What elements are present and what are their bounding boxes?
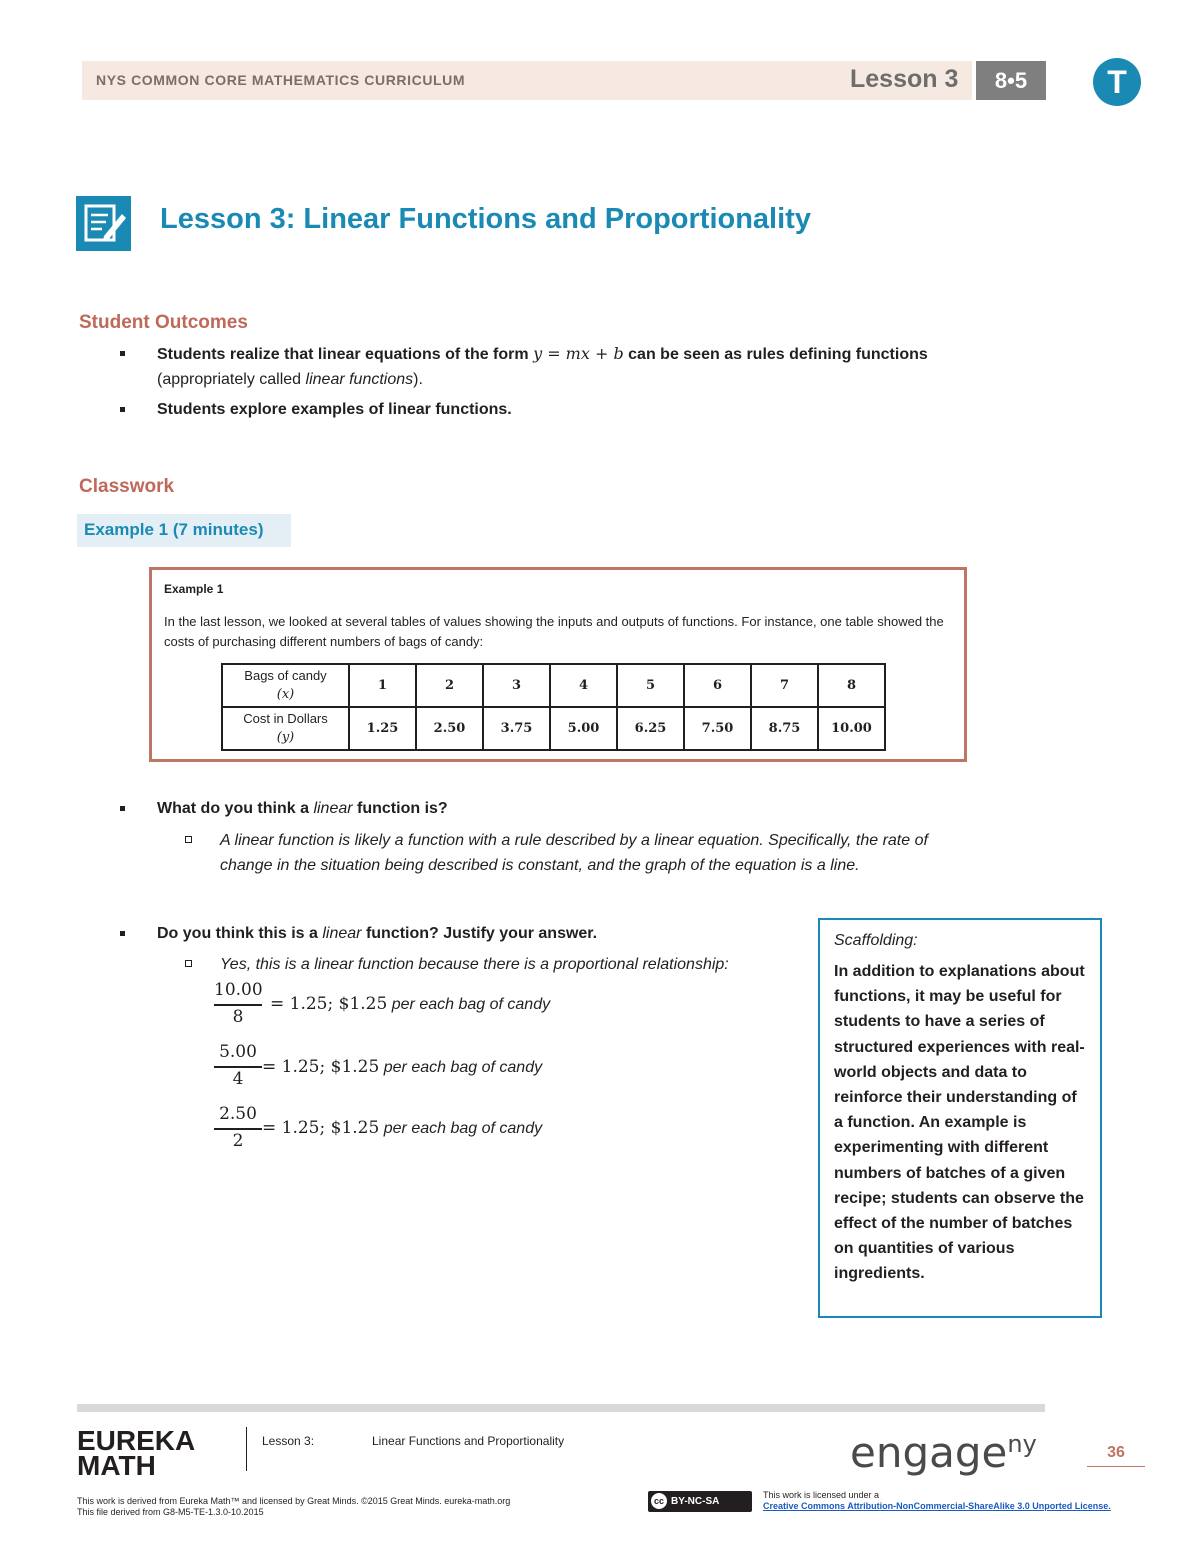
table-cell: 10.00	[818, 707, 885, 750]
teacher-badge: T	[1093, 58, 1141, 106]
footer-lesson-name: Linear Functions and Proportionality	[372, 1434, 565, 1448]
module-badge: 8•5	[976, 61, 1046, 100]
table-row	[222, 707, 885, 750]
fraction: 5.00 4	[214, 1042, 264, 1092]
fraction: 2.50 2	[214, 1104, 264, 1154]
page-title: Lesson 3: Linear Functions and Proportionality	[160, 203, 811, 235]
lesson-label: Lesson 3	[850, 65, 959, 93]
table-cell: 7	[751, 664, 818, 707]
equation-result: = 1.25; $1.25 per each bag of candy	[262, 1057, 543, 1077]
scaffolding-text: In addition to explanations about functions, it may be useful for students to have a series of structured experiences with real-world objects and data to reinforce their understanding of a function. An example is experimenting with different numbers of batches of a given recipe; students can observe the effect of the number of batches on quantities of various ingredients.	[834, 963, 1085, 1283]
fraction: 10.00 8	[214, 980, 263, 1027]
table-row	[222, 664, 885, 707]
bullet-marker	[120, 806, 125, 811]
table-cell: 2.50	[416, 707, 483, 750]
cc-license-badge: cc BY-NC-SA	[648, 1491, 752, 1512]
page-number: 36	[1087, 1444, 1145, 1467]
example-label: Example 1 (7 minutes)	[77, 514, 291, 547]
candy-cost-table	[221, 663, 886, 751]
engageny-logo: engage$^{ny}$	[850, 1428, 1037, 1477]
bullet-marker	[120, 351, 125, 356]
answer-1: A linear function is likely a function with a rule described by a linear equation. Specifically, the rate of change in the situation being described is constant, and the graph of the equation is a line.	[220, 832, 928, 874]
table-cell: 1	[349, 664, 416, 707]
classwork-heading: Classwork	[79, 476, 175, 497]
question-2: Do you think this is a linear function? Justify your answer.	[157, 925, 598, 942]
license-notice: This work is licensed under a Creative Commons Attribution-NonCommercial-ShareAlike 3.0 Unported License.	[763, 1490, 1111, 1511]
equation-result: = 1.25; $1.25 per each bag of candy	[262, 1118, 543, 1138]
table-header-cell: Bags of candy (x)	[222, 664, 349, 707]
derived-notice: This work is derived from Eureka Math™ and licensed by Great Minds. ©2015 Great Minds. eureka-math.org This file derived from G8-M5-TE-1.3.0-10.2015	[77, 1496, 511, 1517]
table-cell: 8	[818, 664, 885, 707]
question-1: What do you think a linear function is?	[157, 800, 448, 817]
table-cell: 5.00	[550, 707, 617, 750]
sub-bullet-marker	[185, 960, 192, 967]
example-box-title: Example 1	[164, 582, 224, 596]
eureka-math-logo: EUREKA MATH	[77, 1425, 196, 1481]
outcome-1: Students realize that linear equations of the form y = mx + b can be seen as rules defining functions (appropriately called linear functions).	[157, 344, 928, 388]
outcomes-heading: Student Outcomes	[79, 312, 248, 333]
table-cell: 5	[617, 664, 684, 707]
outcome-2: Students explore examples of linear functions.	[157, 401, 512, 418]
answer-2: Yes, this is a linear function because there is a proportional relationship:	[220, 956, 729, 973]
curriculum-label: NYS COMMON CORE MATHEMATICS CURRICULUM	[96, 72, 466, 88]
table-cell: 3	[483, 664, 550, 707]
table-cell: 1.25	[349, 707, 416, 750]
bullet-marker	[120, 407, 125, 412]
lesson-notepad-icon	[76, 196, 131, 251]
equation-result: = 1.25; $1.25 per each bag of candy	[270, 994, 551, 1014]
bullet-marker	[120, 931, 125, 936]
footer-divider	[246, 1427, 247, 1471]
table-cell: 8.75	[751, 707, 818, 750]
example-box-text: In the last lesson, we looked at several tables of values showing the inputs and outputs of functions. For instance, one table showed the costs of purchasing different numbers of bags of candy:	[164, 614, 944, 649]
table-cell: 3.75	[483, 707, 550, 750]
cc-icon: cc	[651, 1493, 667, 1509]
sub-bullet-marker	[185, 836, 192, 843]
footer-rule	[77, 1404, 1045, 1412]
license-link[interactable]: Creative Commons Attribution-NonCommercial-ShareAlike 3.0 Unported License.	[763, 1501, 1111, 1511]
table-header-cell: Cost in Dollars (y)	[222, 707, 349, 750]
table-cell: 7.50	[684, 707, 751, 750]
table-cell: 2	[416, 664, 483, 707]
footer-lesson: Lesson 3:	[262, 1434, 315, 1448]
table-cell: 4	[550, 664, 617, 707]
table-cell: 6.25	[617, 707, 684, 750]
table-cell: 6	[684, 664, 751, 707]
scaffolding-title: Scaffolding:	[834, 932, 918, 949]
